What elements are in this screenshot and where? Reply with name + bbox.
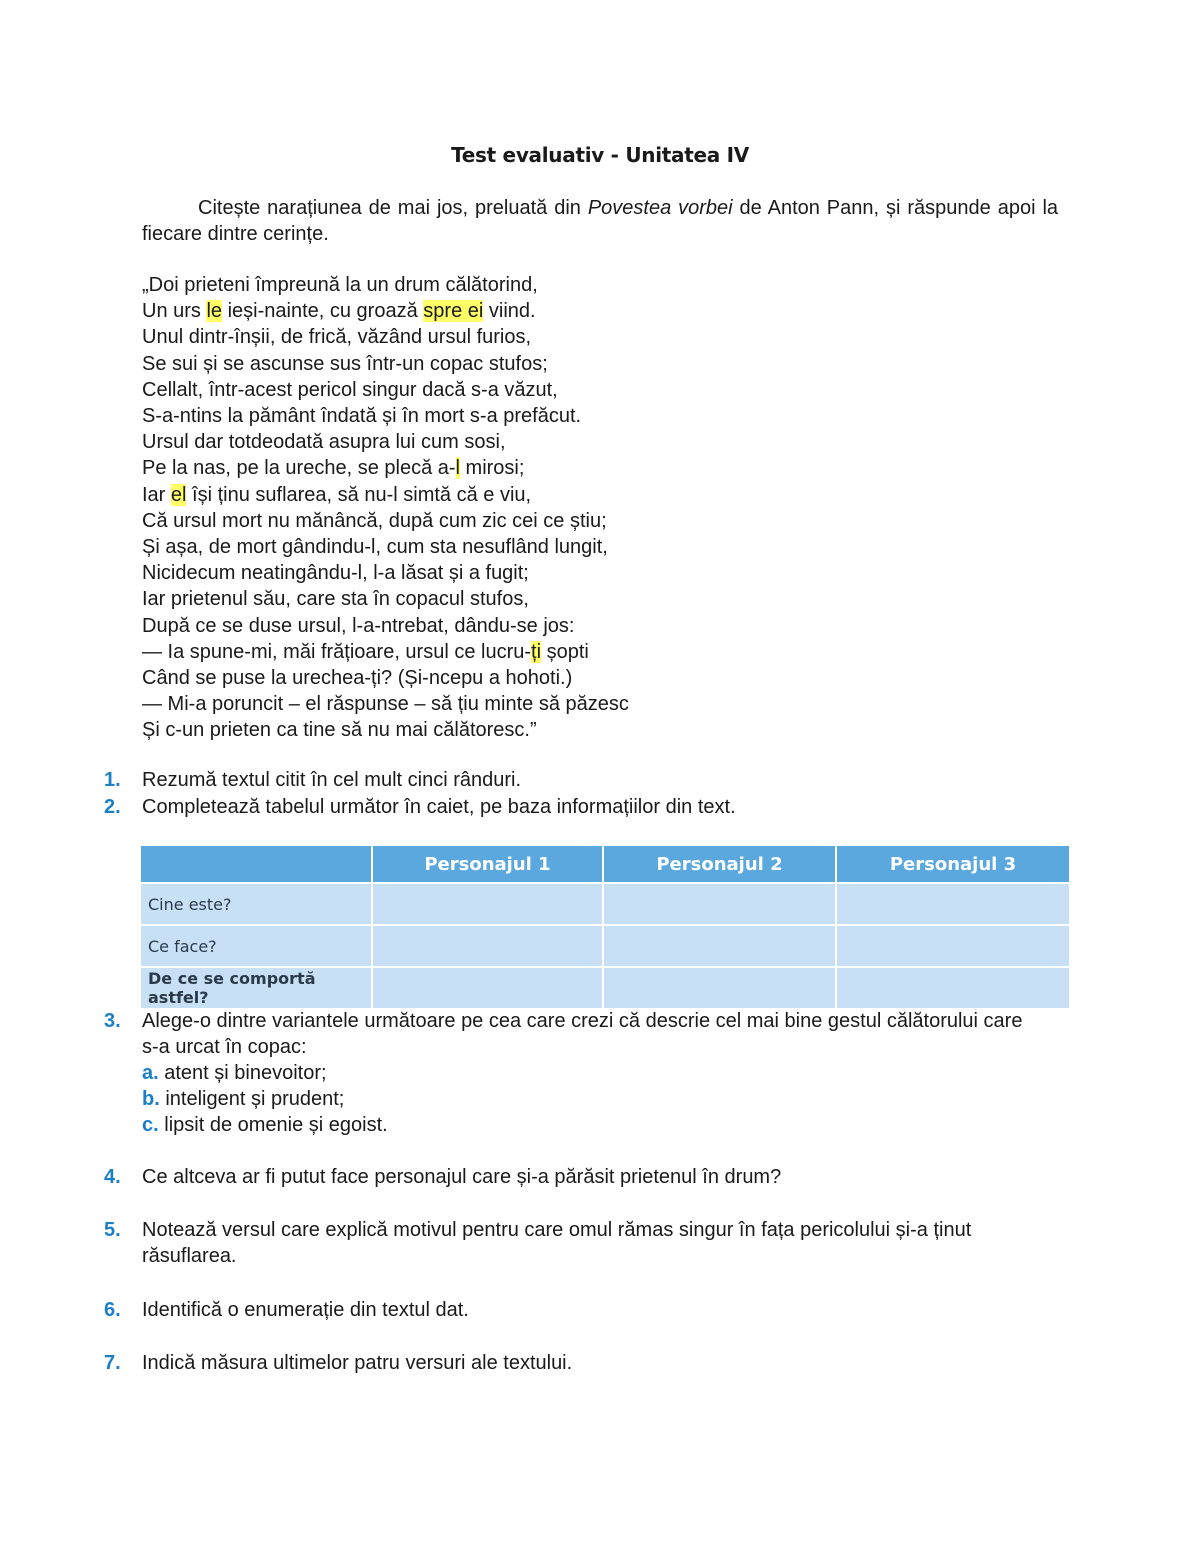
poem-line: Unul dintr-înșii, de frică, văzând ursul furios, xyxy=(142,326,532,349)
table-header-row xyxy=(141,846,1069,883)
question-number: 1. xyxy=(104,769,121,791)
table-row xyxy=(141,883,1069,925)
intro-paragraph xyxy=(142,195,1058,247)
poem-line: Iar el își ținu suflarea, să nu-l simtă că e viu, xyxy=(142,483,532,506)
poem-line: Că ursul mort nu mănâncă, după cum zic cei ce știu; xyxy=(142,509,607,532)
question-7 xyxy=(104,1350,1044,1376)
intro-text-before: Citește narațiunea de mai jos, preluată din xyxy=(198,197,588,219)
poem-line: Nicidecum neatingându-l, l-a lăsat și a fugit; xyxy=(142,562,529,585)
poem-line: — Mi-a poruncit – el răspunse – să țiu minte să păzesc xyxy=(142,693,629,716)
question-1 xyxy=(104,767,1044,793)
table-cell xyxy=(836,967,1069,1008)
poem-line: Se sui și se ascunse sus într-un copac stufos; xyxy=(142,352,548,375)
row-label: De ce se comportă astfel? xyxy=(141,967,372,1008)
option-a: a. atent și binevoitor; xyxy=(142,1062,327,1084)
table-corner xyxy=(141,846,372,883)
poem-line: Iar prietenul său, care sta în copacul stufos, xyxy=(142,588,529,611)
page-title: Test evaluativ - Unitatea IV xyxy=(451,143,749,167)
highlight: spre ei xyxy=(423,300,484,323)
row-label: Cine este? xyxy=(141,883,372,925)
question-text: Completează tabelul următor în caiet, pe baza informațiilor din text. xyxy=(142,796,736,818)
table-cell xyxy=(372,967,603,1008)
table-cell xyxy=(836,925,1069,967)
table-header: Personajul 3 xyxy=(836,846,1069,883)
question-text: Indică măsura ultimelor patru versuri ale textului. xyxy=(142,1352,573,1374)
table-cell xyxy=(372,925,603,967)
question-number: 4. xyxy=(104,1166,121,1188)
option-c: c. lipsit de omenie și egoist. xyxy=(142,1114,388,1136)
poem-line: Și c-un prieten ca tine să nu mai călătoresc.” xyxy=(142,719,537,742)
poem xyxy=(142,272,1042,744)
question-text: Rezumă textul citit în cel mult cinci rânduri. xyxy=(142,769,522,791)
question-text: Alege-o dintre variantele următoare pe cea care crezi că descrie cel mai bine gestul călătorului care s-a urcat în copac: xyxy=(142,1010,1023,1058)
option-b: b. inteligent și prudent; xyxy=(142,1088,345,1110)
question-3 xyxy=(104,1008,1044,1138)
highlight: el xyxy=(170,483,187,506)
poem-line: Un urs le ieși-nainte, cu groază spre ei viind. xyxy=(142,300,536,323)
question-number: 3. xyxy=(104,1010,121,1032)
question-text: Notează versul care explică motivul pentru care omul rămas singur în fața pericolului și-a ținut răsuflarea. xyxy=(142,1219,972,1267)
question-number: 5. xyxy=(104,1219,121,1241)
book-title: Povestea vorbei xyxy=(587,197,733,219)
question-number: 7. xyxy=(104,1352,121,1374)
table-row xyxy=(141,925,1069,967)
poem-line: S-a-ntins la pământ îndată și în mort s-a prefăcut. xyxy=(142,405,582,428)
highlight: ți xyxy=(531,640,542,663)
poem-line: Pe la nas, pe la ureche, se plecă a-l mirosi; xyxy=(142,457,525,480)
poem-line: — Ia spune-mi, măi frățioare, ursul ce lucru-ți șopti xyxy=(142,640,589,663)
question-6 xyxy=(104,1297,1044,1323)
table-header: Personajul 1 xyxy=(372,846,603,883)
table-cell xyxy=(372,883,603,925)
question-4 xyxy=(104,1164,1044,1190)
table-cell xyxy=(603,967,836,1008)
table-header: Personajul 2 xyxy=(603,846,836,883)
row-label: Ce face? xyxy=(141,925,372,967)
table-cell xyxy=(836,883,1069,925)
poem-line: Cellalt, într-acest pericol singur dacă s-a văzut, xyxy=(142,378,558,401)
poem-line: Când se puse la urechea-ți? (Și-ncepu a hohoti.) xyxy=(142,667,573,690)
question-2 xyxy=(104,794,1044,820)
question-5 xyxy=(104,1217,1044,1269)
intro-text-after: de Anton Pann, și răspunde apoi la fiecare dintre cerințe. xyxy=(142,197,1059,245)
characters-table xyxy=(141,846,1069,1008)
table-row xyxy=(141,967,1069,1008)
question-text: Ce altceva ar fi putut face personajul care și-a părăsit prietenul în drum? xyxy=(142,1166,782,1188)
table-cell xyxy=(603,883,836,925)
poem-line: Și așa, de mort gândindu-l, cum sta nesuflând lungit, xyxy=(142,536,608,559)
question-number: 2. xyxy=(104,796,121,818)
poem-line: După ce se duse ursul, l-a-ntrebat, dându-se jos: xyxy=(142,614,575,637)
question-text: Identifică o enumerație din textul dat. xyxy=(142,1299,469,1321)
poem-line: Ursul dar totdeodată asupra lui cum sosi, xyxy=(142,431,506,454)
highlight: l xyxy=(455,457,460,480)
highlight: le xyxy=(206,300,223,323)
question-number: 6. xyxy=(104,1299,121,1321)
table-cell xyxy=(603,925,836,967)
poem-line: „Doi prieteni împreună la un drum călătorind, xyxy=(142,274,538,296)
